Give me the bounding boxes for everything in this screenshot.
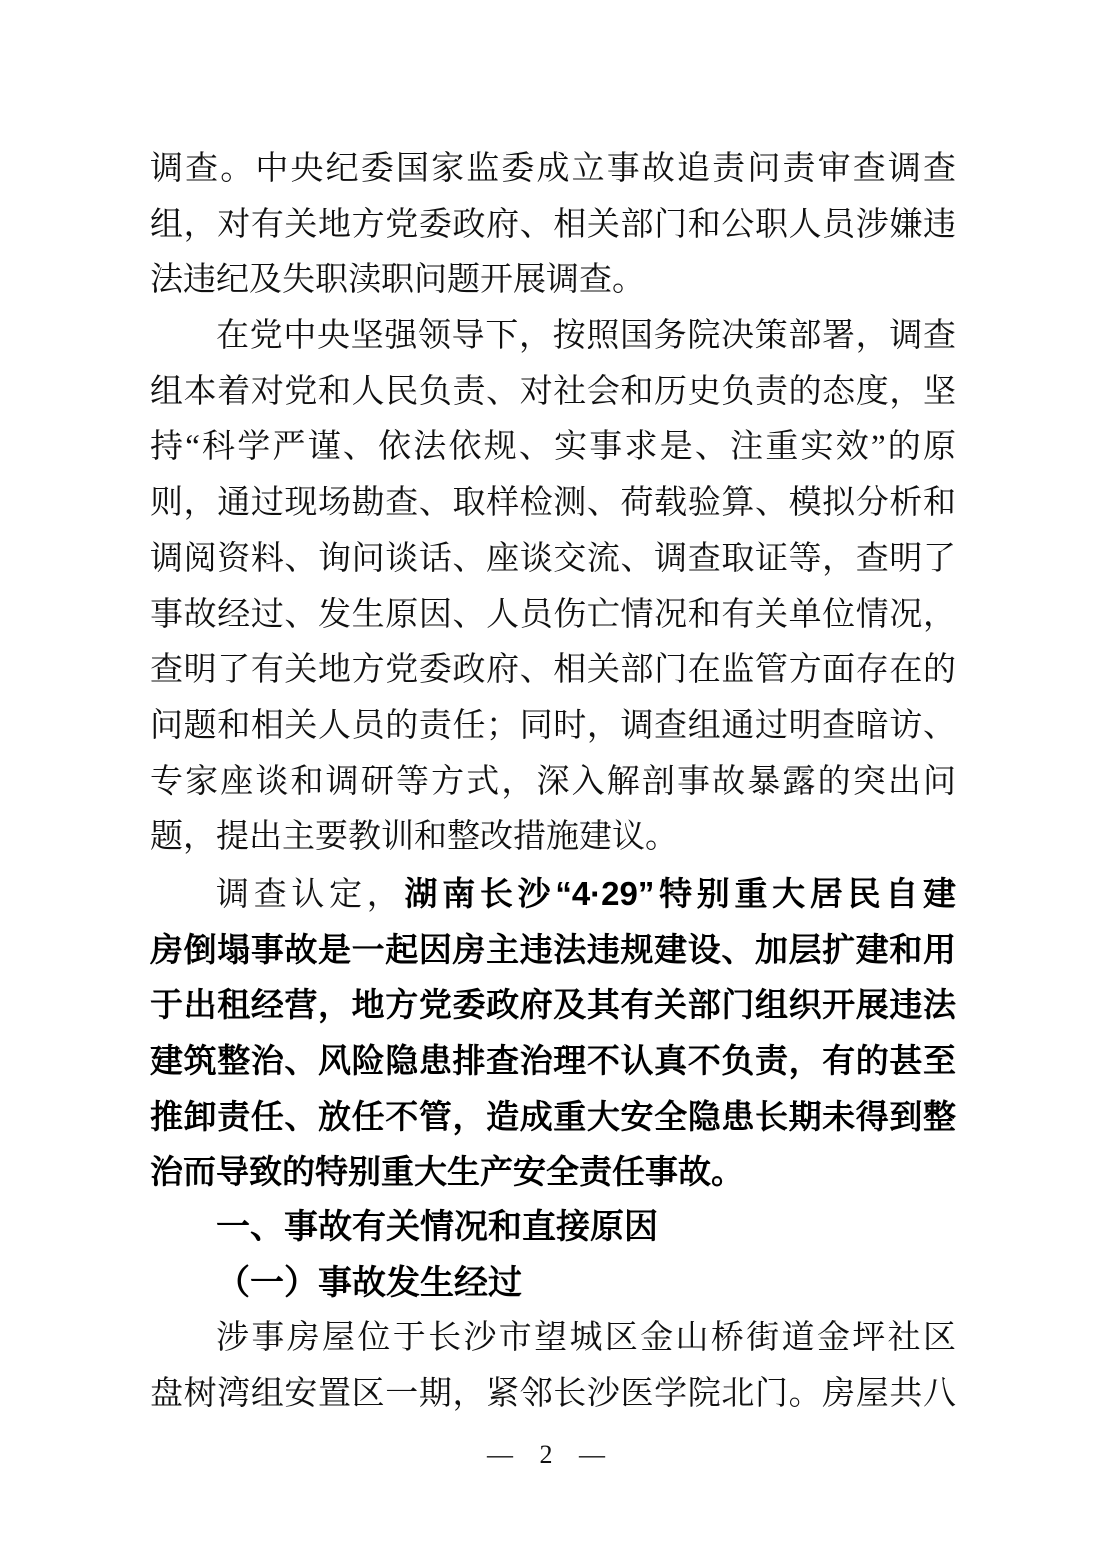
text-line: 组，对有关地方党委政府、相关部门和公职人员涉嫌违 (150, 206, 956, 243)
subsection-heading-1-1: （一）事故发生经过 (216, 1264, 522, 1302)
text-segment-normal: 调查认定， (216, 876, 405, 913)
text-line: 则，通过现场勘查、取样检测、荷载验算、模拟分析和 (150, 485, 956, 522)
text-line: 持“科学严谨、依法依规、实事求是、注重实效”的原 (150, 429, 956, 466)
text-line: 法违纪及失职渎职问题开展调查。 (150, 262, 645, 299)
text-line: 查明了有关地方党委政府、相关部门在监管方面存在的 (150, 652, 956, 689)
text-line: 涉事房屋位于长沙市望城区金山桥街道金坪社区 (216, 1320, 956, 1357)
text-line: 专家座谈和调研等方式，深入解剖事故暴露的突出问 (150, 763, 956, 800)
text-line: 治而导致的特别重大生产安全责任事故。 (150, 1153, 744, 1191)
section-heading-1: 一、事故有关情况和直接原因 (216, 1208, 658, 1247)
text-line: 盘树湾组安置区一期，紧邻长沙医学院北门。房屋共八 (150, 1376, 956, 1413)
text-line: 调阅资料、询问谈话、座谈交流、调查取证等，查明了 (150, 540, 956, 577)
text-line: 建筑整治、风险隐患排查治理不认真不负责，有的甚至 (150, 1042, 956, 1079)
text-line: 在党中央坚强领导下，按照国务院决策部署，调查 (216, 318, 956, 355)
text-line: 组本着对党和人民负责、对社会和历史负责的态度，坚 (150, 373, 956, 410)
page-number: — 2 — (487, 1440, 615, 1469)
document-body (150, 142, 956, 1423)
text-line (150, 866, 956, 922)
text-line: 推卸责任、放任不管，造成重大安全隐患长期未得到整 (150, 1097, 956, 1135)
text-segment-bold: 湖南长沙“4·29”特别重大居民自建 (404, 874, 956, 912)
text-line: 事故经过、发生原因、人员伤亡情况和有关单位情况， (150, 596, 956, 633)
text-line: 题，提出主要教训和整改措施建议。 (150, 819, 678, 856)
text-line: 于出租经营，地方党委政府及其有关部门组织开展违法 (150, 986, 956, 1024)
text-line: 调查。中央纪委国家监委成立事故追责问责审查调查 (150, 151, 956, 187)
text-line: 房倒塌事故是一起因房主违法违规建设、加层扩建和用 (150, 930, 956, 968)
text-line: 问题和相关人员的责任；同时，调查组通过明查暗访、 (150, 707, 956, 744)
